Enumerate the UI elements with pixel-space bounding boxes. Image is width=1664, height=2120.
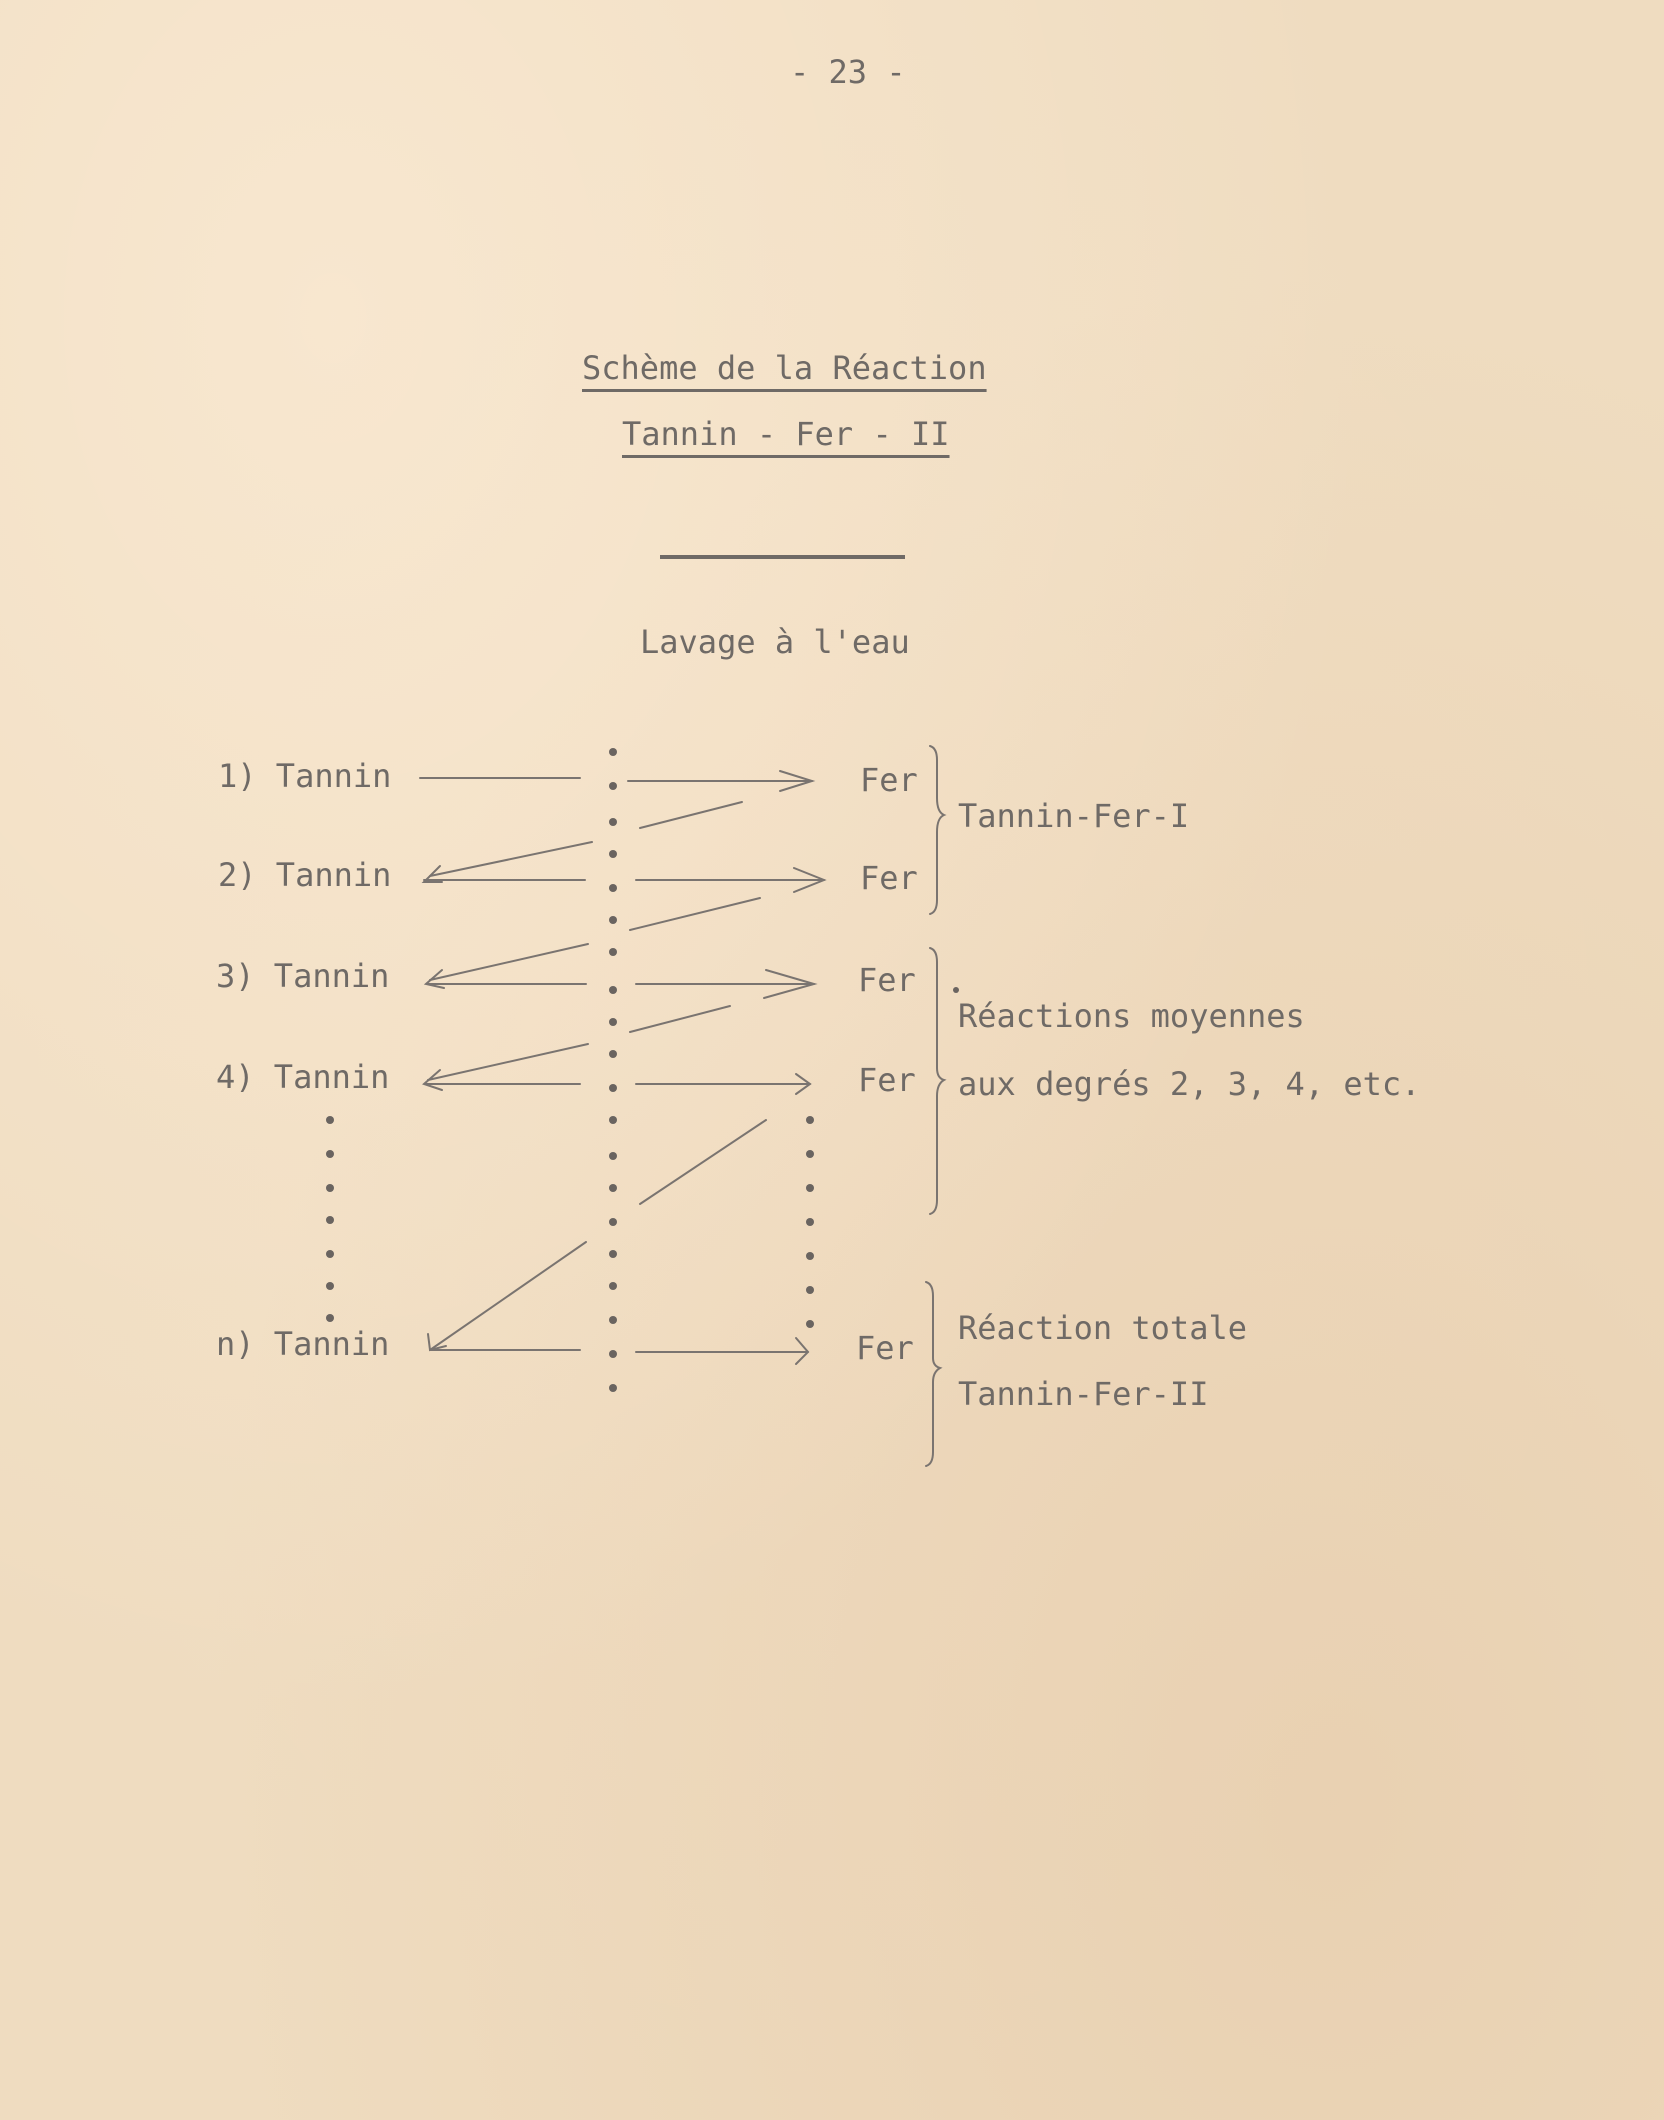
dot (326, 1184, 334, 1192)
brace-2 (930, 948, 944, 1214)
dot (806, 1320, 814, 1328)
dot (326, 1314, 334, 1322)
dot (609, 782, 617, 790)
dot (609, 948, 617, 956)
dot (806, 1150, 814, 1158)
diagonal-left-2 (430, 842, 592, 876)
dot (609, 916, 617, 924)
dot (609, 1018, 617, 1026)
dot (609, 1218, 617, 1226)
fer-item-2: Fer (860, 859, 918, 897)
dot (609, 986, 617, 994)
dot (326, 1216, 334, 1224)
dot (609, 1350, 617, 1358)
dot (806, 1218, 814, 1226)
brace-3 (926, 1282, 940, 1466)
dot (609, 1384, 617, 1392)
diagonal-left-4 (428, 1044, 588, 1080)
dot (609, 1084, 617, 1092)
bracket-label-3a: Réaction totale (958, 1309, 1247, 1347)
diagonal-left-n (430, 1242, 586, 1350)
diagonal-left-3 (430, 944, 588, 980)
title-line-2: Tannin - Fer - II (622, 415, 950, 453)
dot (806, 1286, 814, 1294)
fer-item-n: Fer (856, 1329, 914, 1367)
dot (326, 1282, 334, 1290)
dot (326, 1116, 334, 1124)
dot (609, 884, 617, 892)
arrowhead-left-4 (424, 1070, 442, 1090)
diagonal-1 (640, 802, 742, 828)
diagonal-3 (630, 1006, 730, 1032)
dot (609, 1050, 617, 1058)
bracket-label-3b: Tannin-Fer-II (958, 1375, 1209, 1413)
dot (806, 1252, 814, 1260)
dot (609, 1116, 617, 1124)
dot (609, 1184, 617, 1192)
dot (609, 1282, 617, 1290)
dot (326, 1250, 334, 1258)
dot (326, 1150, 334, 1158)
dot (953, 987, 959, 993)
bracket-label-2a: Réactions moyennes (958, 997, 1305, 1035)
dot (609, 1316, 617, 1324)
diagonal-4 (640, 1120, 766, 1204)
tannin-item-2: 2) Tannin (218, 856, 392, 894)
fer-item-3: Fer (858, 961, 916, 999)
tannin-item-3: 3) Tannin (216, 957, 390, 995)
dot (609, 818, 617, 826)
fer-item-4: Fer (858, 1061, 916, 1099)
dot (806, 1184, 814, 1192)
dot (609, 748, 617, 756)
subtitle: Lavage à l'eau (640, 623, 910, 661)
brace-1 (930, 746, 944, 914)
page-number: - 23 - (790, 53, 906, 91)
dot (609, 1250, 617, 1258)
dot (806, 1116, 814, 1124)
bracket-label-1: Tannin-Fer-I (958, 797, 1190, 835)
title-line-1: Schème de la Réaction (582, 349, 987, 387)
bracket-label-2b: aux degrés 2, 3, 4, etc. (958, 1065, 1421, 1103)
diagonal-2 (630, 898, 760, 930)
fer-item-1: Fer (860, 761, 918, 799)
tannin-item-n: n) Tannin (216, 1325, 390, 1363)
tannin-item-4: 4) Tannin (216, 1058, 390, 1096)
dot (609, 1152, 617, 1160)
dot (609, 850, 617, 858)
tannin-item-1: 1) Tannin (218, 757, 392, 795)
